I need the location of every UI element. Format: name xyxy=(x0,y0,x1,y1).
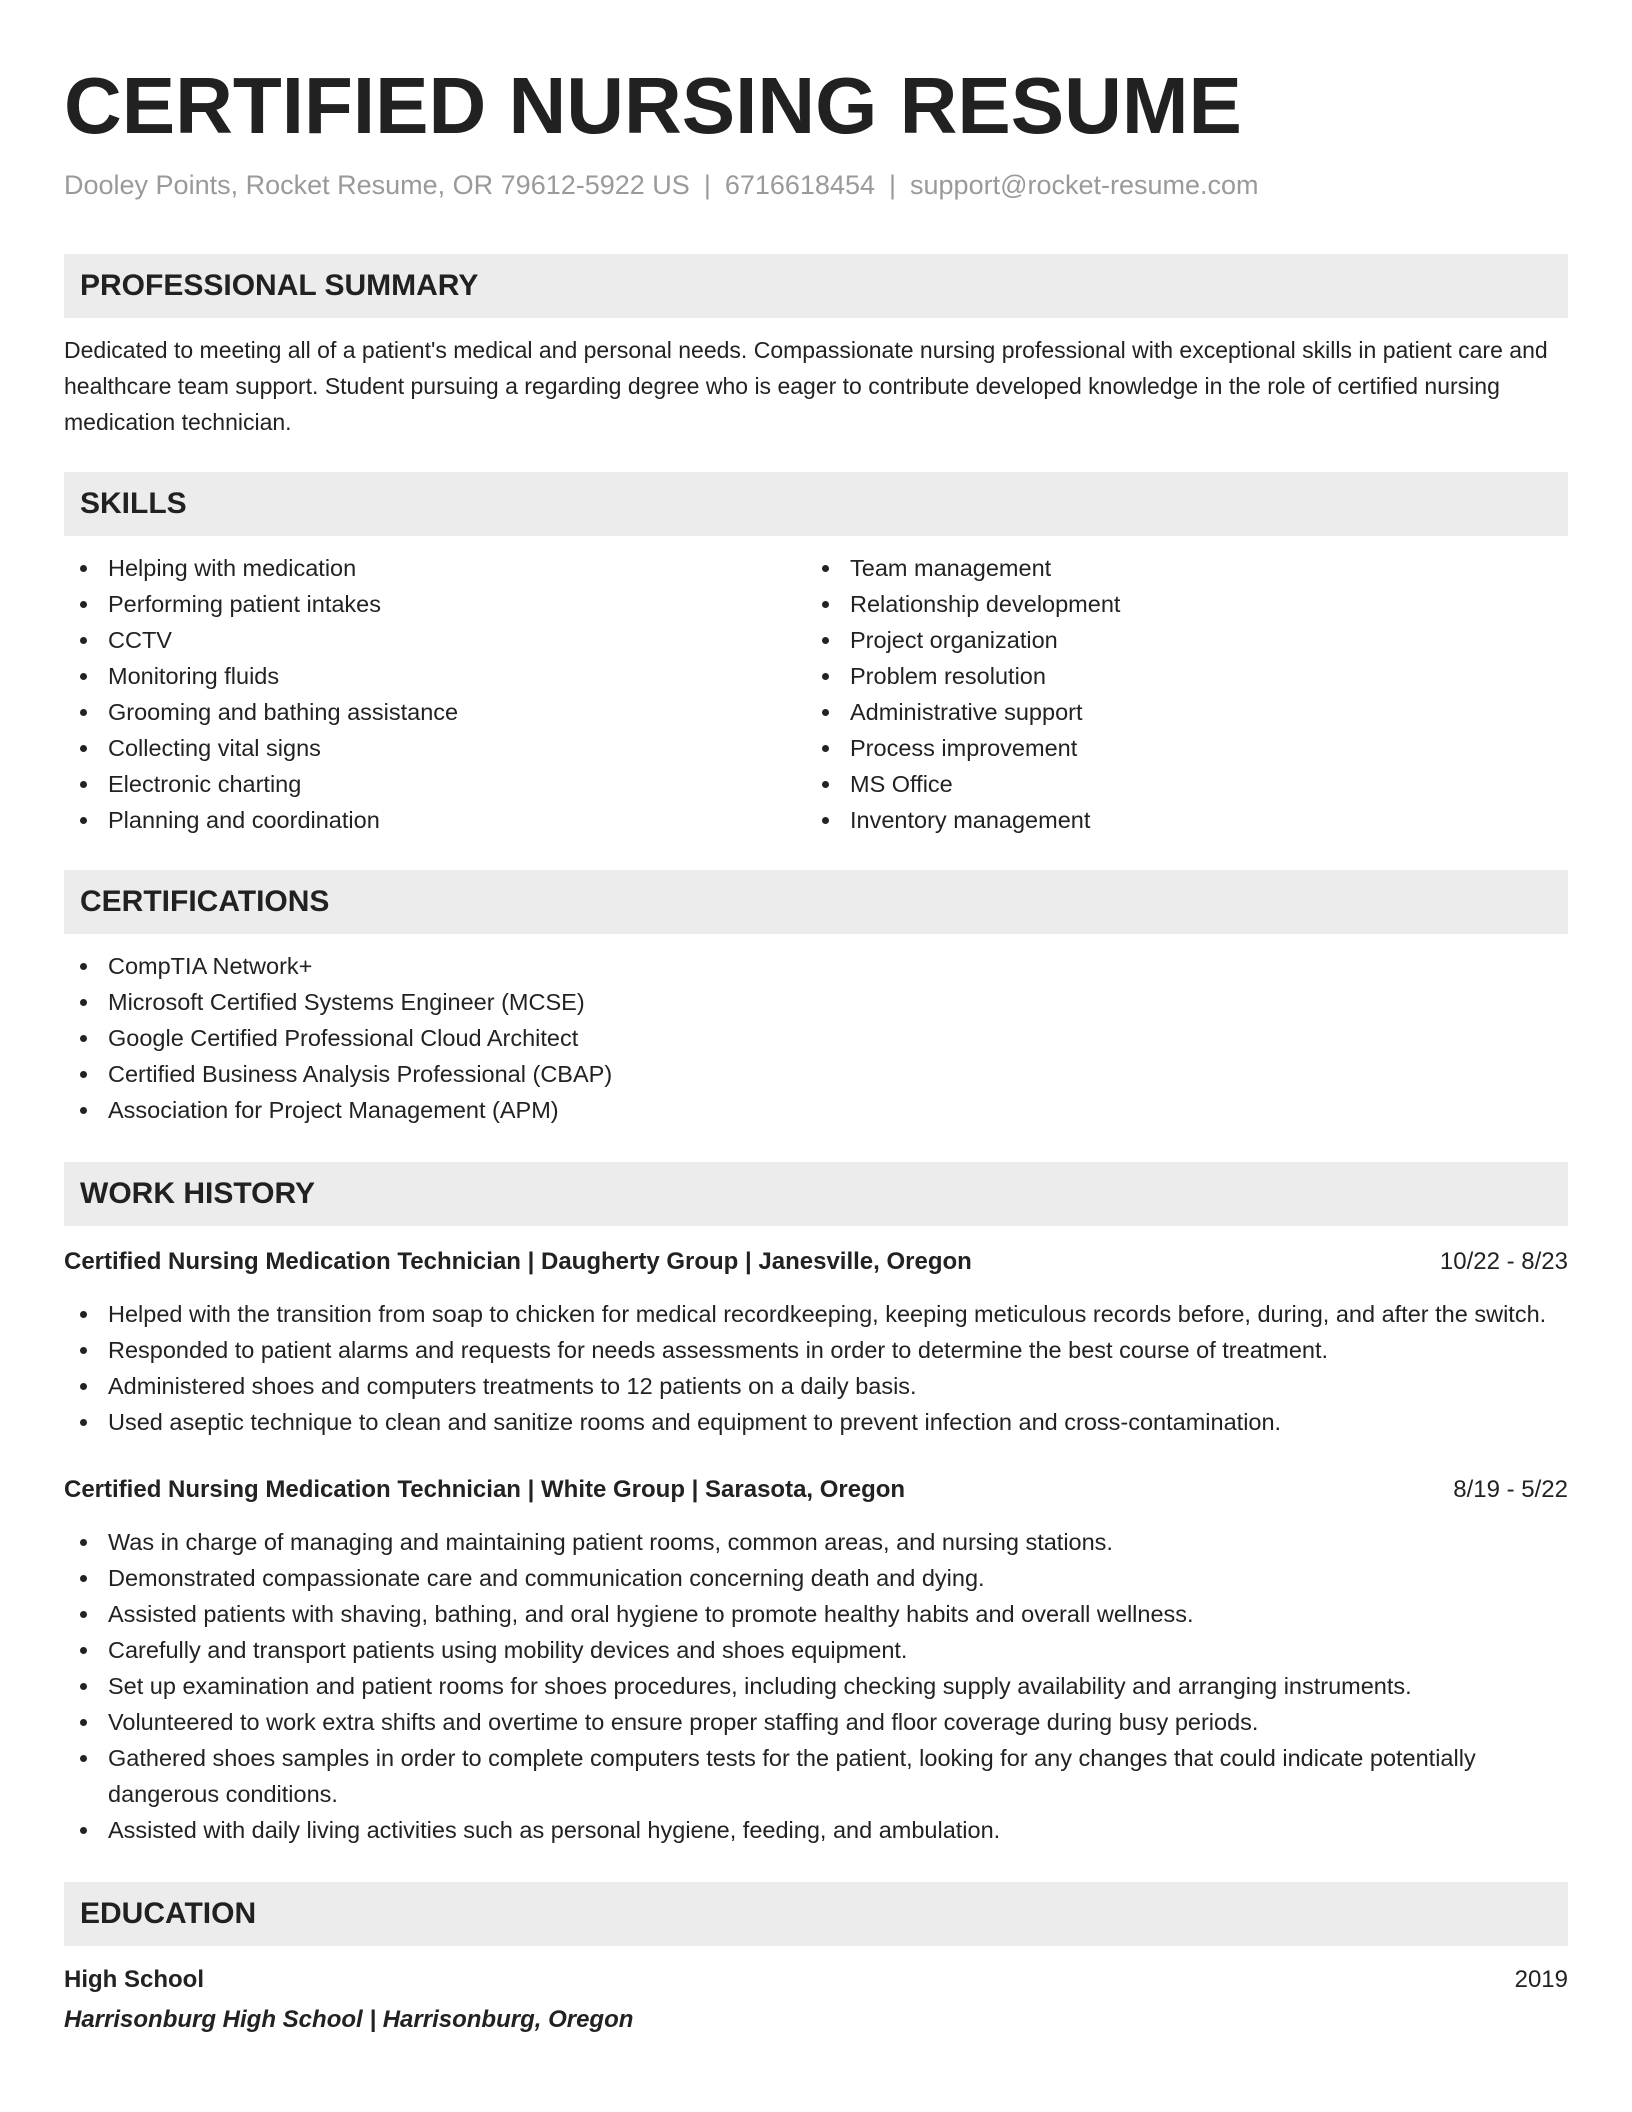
work-history-section xyxy=(64,1162,1568,1848)
job-bullet: Assisted with daily living activities such as personal hygiene, feeding, and ambulation. xyxy=(64,1812,1568,1848)
skills-list-right xyxy=(806,550,1548,838)
skills-section xyxy=(64,472,1568,838)
skill-item: Relationship development xyxy=(806,586,1548,622)
job-bullet: Gathered shoes samples in order to complete computers tests for the patient, looking for any changes that could indicate potentially dangerous conditions. xyxy=(64,1740,1568,1812)
job-bullet: Administered shoes and computers treatments to 12 patients on a daily basis. xyxy=(64,1368,1568,1404)
skill-item: Grooming and bathing assistance xyxy=(64,694,806,730)
contact-address: Dooley Points, Rocket Resume, OR 79612-5922 US xyxy=(64,170,690,200)
skill-item: Process improvement xyxy=(806,730,1548,766)
skill-item: Monitoring fluids xyxy=(64,658,806,694)
job-bullet: Was in charge of managing and maintaining patient rooms, common areas, and nursing stations. xyxy=(64,1524,1568,1560)
education-year: 2019 xyxy=(1514,1966,1568,1993)
job-title: Certified Nursing Medication Technician | Daugherty Group | Janesville, Oregon xyxy=(64,1248,972,1275)
skill-item: Planning and coordination xyxy=(64,802,806,838)
education-header xyxy=(64,1962,1568,1998)
job-bullet: Demonstrated compassionate care and communication concerning death and dying. xyxy=(64,1560,1568,1596)
certification-item: Certified Business Analysis Professional (CBAP) xyxy=(64,1056,1568,1092)
job-entry xyxy=(64,1472,1568,1848)
skill-item: Team management xyxy=(806,550,1548,586)
skill-item: CCTV xyxy=(64,622,806,658)
education-school: Harrisonburg High School | Harrisonburg, Oregon xyxy=(64,2006,634,2033)
job-bullet: Responded to patient alarms and requests for needs assessments in order to determine the best course of treatment. xyxy=(64,1332,1568,1368)
resume-title: CERTIFIED NURSING RESUME xyxy=(64,61,1242,150)
contact-email: support@rocket-resume.com xyxy=(910,170,1259,200)
certifications-list xyxy=(64,948,1568,1128)
job-dates: 10/22 - 8/23 xyxy=(1439,1248,1568,1275)
certification-item: Association for Project Management (APM) xyxy=(64,1092,1568,1128)
job-dates: 8/19 - 5/22 xyxy=(1453,1476,1568,1503)
skills-columns xyxy=(64,550,1568,838)
contact-phone: 6716618454 xyxy=(724,170,875,200)
education-heading: EDUCATION xyxy=(64,1882,1568,1946)
education-section xyxy=(64,1882,1568,2038)
skill-item: MS Office xyxy=(806,766,1548,802)
job-bullets xyxy=(64,1524,1568,1848)
job-title: Certified Nursing Medication Technician | White Group | Sarasota, Oregon xyxy=(64,1476,906,1503)
skills-heading: SKILLS xyxy=(64,472,1568,536)
skill-item: Electronic charting xyxy=(64,766,806,802)
job-header xyxy=(64,1244,1568,1280)
summary-heading: PROFESSIONAL SUMMARY xyxy=(64,254,1568,318)
certifications-section xyxy=(64,870,1568,1128)
summary-text: Dedicated to meeting all of a patient's medical and personal needs. Compassionate nursing professional with exceptional skills in patient care and healthcare team support. Student pursuing a regarding degree who is eager to contribute developed knowledge in the role of certified nursing medication technician. xyxy=(64,337,1548,435)
job-bullets xyxy=(64,1296,1568,1440)
resume-page xyxy=(64,0,1568,2038)
skill-item: Collecting vital signs xyxy=(64,730,806,766)
skill-item: Performing patient intakes xyxy=(64,586,806,622)
certifications-heading: CERTIFICATIONS xyxy=(64,870,1568,934)
certification-item: CompTIA Network+ xyxy=(64,948,1568,984)
job-bullet: Set up examination and patient rooms for shoes procedures, including checking supply availability and arranging instruments. xyxy=(64,1668,1568,1704)
job-bullet: Helped with the transition from soap to chicken for medical recordkeeping, keeping meticulous records before, during, and after the switch. xyxy=(64,1296,1568,1332)
certification-item: Microsoft Certified Systems Engineer (MCSE) xyxy=(64,984,1568,1020)
skill-item: Problem resolution xyxy=(806,658,1548,694)
summary-section xyxy=(64,254,1568,440)
work-history-heading: WORK HISTORY xyxy=(64,1162,1568,1226)
contact-line xyxy=(64,168,1568,202)
job-bullet: Assisted patients with shaving, bathing, and oral hygiene to promote healthy habits and overall wellness. xyxy=(64,1596,1568,1632)
skill-item: Administrative support xyxy=(806,694,1548,730)
job-bullet: Carefully and transport patients using mobility devices and shoes equipment. xyxy=(64,1632,1568,1668)
skills-list-left xyxy=(64,550,806,838)
skill-item: Project organization xyxy=(806,622,1548,658)
job-header xyxy=(64,1472,1568,1508)
skill-item: Helping with medication xyxy=(64,550,806,586)
job-entry xyxy=(64,1244,1568,1440)
skill-item: Inventory management xyxy=(806,802,1548,838)
job-bullet: Volunteered to work extra shifts and overtime to ensure proper staffing and floor coverage during busy periods. xyxy=(64,1704,1568,1740)
education-degree: High School xyxy=(64,1966,204,1993)
job-bullet: Used aseptic technique to clean and sanitize rooms and equipment to prevent infection and cross-contamination. xyxy=(64,1404,1568,1440)
contact-separator: | xyxy=(889,170,897,200)
certification-item: Google Certified Professional Cloud Architect xyxy=(64,1020,1568,1056)
contact-separator: | xyxy=(703,170,711,200)
